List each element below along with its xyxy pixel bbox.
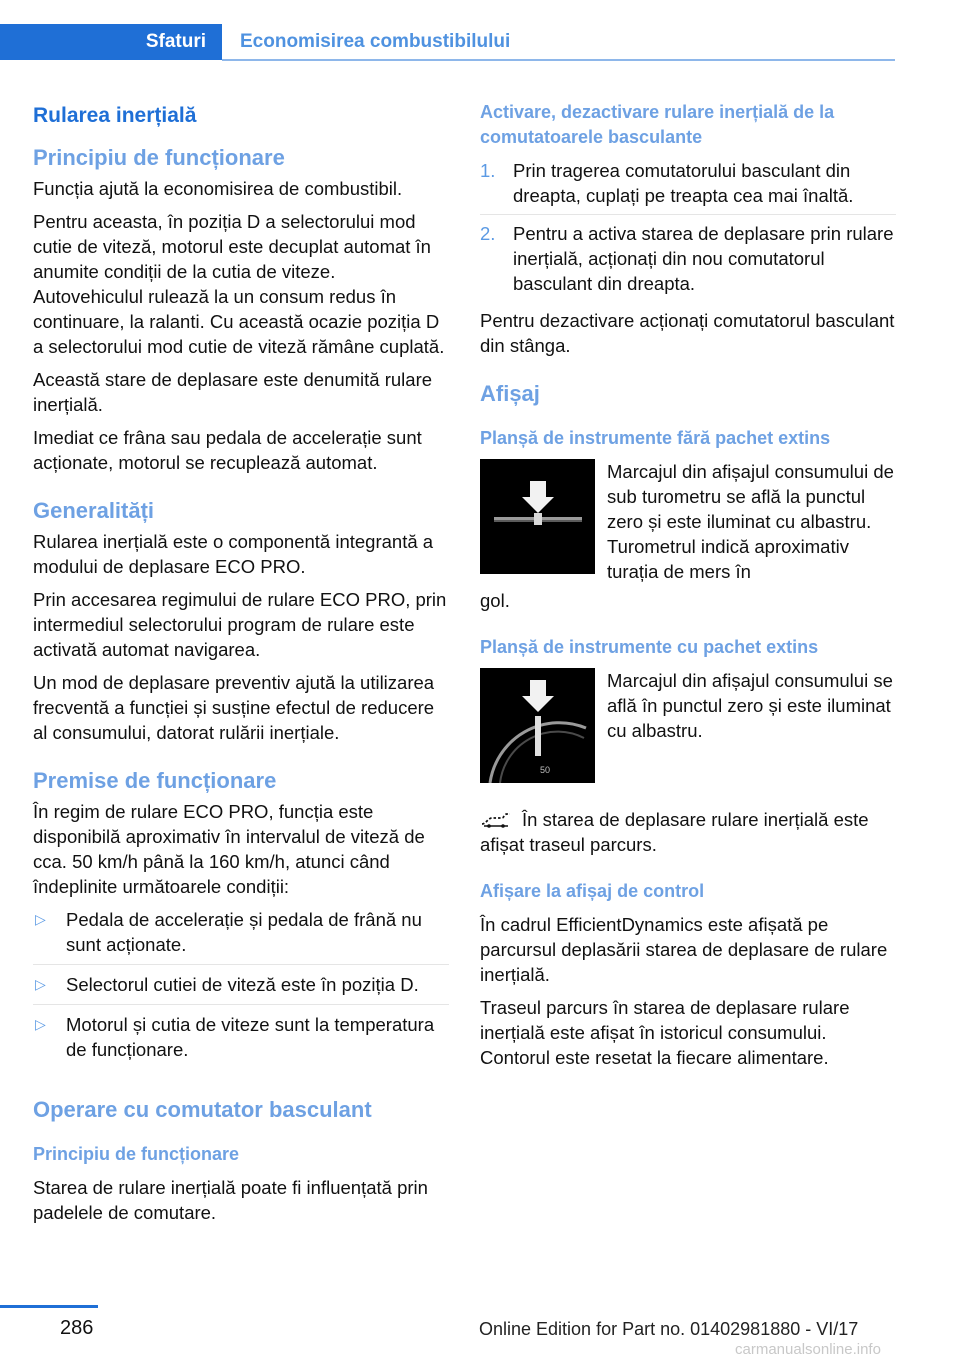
section-heading: Premise de funcționare bbox=[33, 768, 277, 793]
triangle-bullet-icon: ▷ bbox=[35, 911, 46, 927]
section-heading: Operare cu comutator basculant bbox=[33, 1097, 372, 1122]
steps-list bbox=[480, 158, 896, 302]
step-item bbox=[480, 221, 896, 302]
step-text: Pentru a activa starea de deplasare prin rulare inerțială, acționați din nou comutatorul basculant din dreapta. bbox=[513, 223, 894, 294]
paragraph bbox=[480, 807, 896, 857]
paragraph: Funcția ajută la economisirea de combustibil. bbox=[33, 178, 403, 199]
figure-row bbox=[480, 459, 896, 584]
section-tab bbox=[0, 24, 222, 60]
subsection-heading: Principiu de funcționare bbox=[33, 1144, 240, 1164]
instrument-cluster-image bbox=[480, 459, 595, 574]
paragraph: În regim de rulare ECO PRO, funcția este disponibilă aproximativ în intervalul de viteză de cca. 50 km/h până la 160 km/h, atunci când îndeplinite următoarele condiții: bbox=[33, 801, 425, 897]
gauge-arrow-icon bbox=[480, 668, 595, 783]
watermark: carmanualsonline.info bbox=[735, 1341, 881, 1358]
section-title: Sfaturi bbox=[145, 31, 206, 52]
page-header bbox=[0, 24, 895, 62]
paragraph: Traseul parcurs în starea de deplasare rulare inerțială este afișat în istoricul consumului. Contorul este resetat la fiecare alimentare. bbox=[480, 997, 850, 1068]
step-item bbox=[480, 158, 896, 215]
subsection-heading: Afișare la afișaj de control bbox=[480, 881, 705, 901]
extended-cluster-image bbox=[480, 668, 595, 783]
paragraph: În cadrul EfficientDynamics este afișată pe parcursul deplasării starea de deplasare de rulare inerțială. bbox=[480, 914, 888, 985]
triangle-bullet-icon: ▷ bbox=[35, 976, 46, 992]
triangle-bullet-icon: ▷ bbox=[35, 1016, 46, 1032]
paragraph: Pentru aceasta, în poziția D a selectorului mod cutie de viteză, motorul este decuplat automat în anumite condiții de la cutia de viteze. Autovehiculul rulează la un consum redus în continuare, la ralanti. Cu această ocazie poziția D a selectorului mod cutie de viteză rămâne cuplată. bbox=[33, 211, 445, 357]
step-number: 1. bbox=[480, 160, 496, 181]
route-text: În starea de deplasare rulare inerțială este afișat traseul parcurs. bbox=[480, 809, 869, 855]
header-rule bbox=[222, 59, 895, 61]
list-item-text: Selectorul cutiei de viteză este în poziția D. bbox=[66, 974, 419, 995]
page-title: Rularea inerțială bbox=[33, 104, 197, 127]
step-text: Prin tragerea comutatorului basculant din dreapta, cuplați pe treapta cea mai înaltă. bbox=[513, 160, 854, 206]
paragraph: Această stare de deplasare este denumită rulare inerțială. bbox=[33, 369, 433, 415]
coasting-arrow-icon bbox=[480, 459, 595, 574]
list-item bbox=[33, 907, 449, 965]
right-column bbox=[480, 100, 896, 1078]
list-item-text: Motorul și cutia de viteze sunt la temperatura de funcționare. bbox=[66, 1014, 435, 1060]
paragraph: Starea de rulare inerțială poate fi influențată prin padelele de comutare. bbox=[33, 1177, 428, 1223]
figure-caption-continued: gol. bbox=[480, 590, 510, 611]
subsection-heading: Planșă de instrumente cu pachet extins bbox=[480, 637, 819, 657]
step-number: 2. bbox=[480, 223, 496, 244]
subsection-heading: Activare, dezactivare rulare inerțială de la comutatoarele basculante bbox=[480, 102, 835, 147]
subsection-heading: Planșă de instrumente fără pachet extins bbox=[480, 428, 831, 448]
figure-caption: Marcajul din afișajul consumului de sub turometru se află la punctul zero și este iluminat cu albastru. Turometrul indică aproximativ turația de mers în bbox=[607, 461, 894, 582]
paragraph: Pentru dezactivare acționați comutatorul basculant din stânga. bbox=[480, 310, 895, 356]
svg-text:50: 50 bbox=[540, 765, 551, 775]
list-item bbox=[33, 1012, 449, 1069]
list-item-text: Pedala de accelerație și pedala de frână nu sunt acționate. bbox=[66, 909, 422, 955]
condition-list bbox=[33, 907, 449, 1069]
coasting-route-icon bbox=[480, 810, 512, 828]
chapter-title: Economisirea combustibilului bbox=[240, 31, 511, 52]
left-column bbox=[33, 100, 449, 1233]
paragraph: Imediat ce frâna sau pedala de accelerație sunt acționate, motorul se recuplează automat. bbox=[33, 427, 422, 473]
page-number: 286 bbox=[60, 1317, 94, 1339]
footer-rule bbox=[0, 1305, 98, 1308]
section-heading: Principiu de funcționare bbox=[33, 145, 285, 170]
edition-text: Online Edition for Part no. 01402981880 - VI/17 bbox=[479, 1319, 859, 1339]
list-item bbox=[33, 972, 449, 1005]
section-heading: Afișaj bbox=[480, 381, 540, 406]
paragraph: Prin accesarea regimului de rulare ECO PRO, prin intermediul selectorului program de rulare este activată automat navigarea. bbox=[33, 589, 447, 660]
figure-caption: Marcajul din afișajul consumului se află în punctul zero și este iluminat cu albastru. bbox=[607, 670, 893, 741]
paragraph: Un mod de deplasare preventiv ajută la utilizarea frecventă a funcției și susține efectul de reducere al consumului, datorat rulării inerțiale. bbox=[33, 672, 435, 743]
section-heading: Generalități bbox=[33, 498, 155, 523]
paragraph: Rularea inerțială este o componentă integrantă a modului de deplasare ECO PRO. bbox=[33, 531, 434, 577]
figure-row bbox=[480, 668, 896, 783]
